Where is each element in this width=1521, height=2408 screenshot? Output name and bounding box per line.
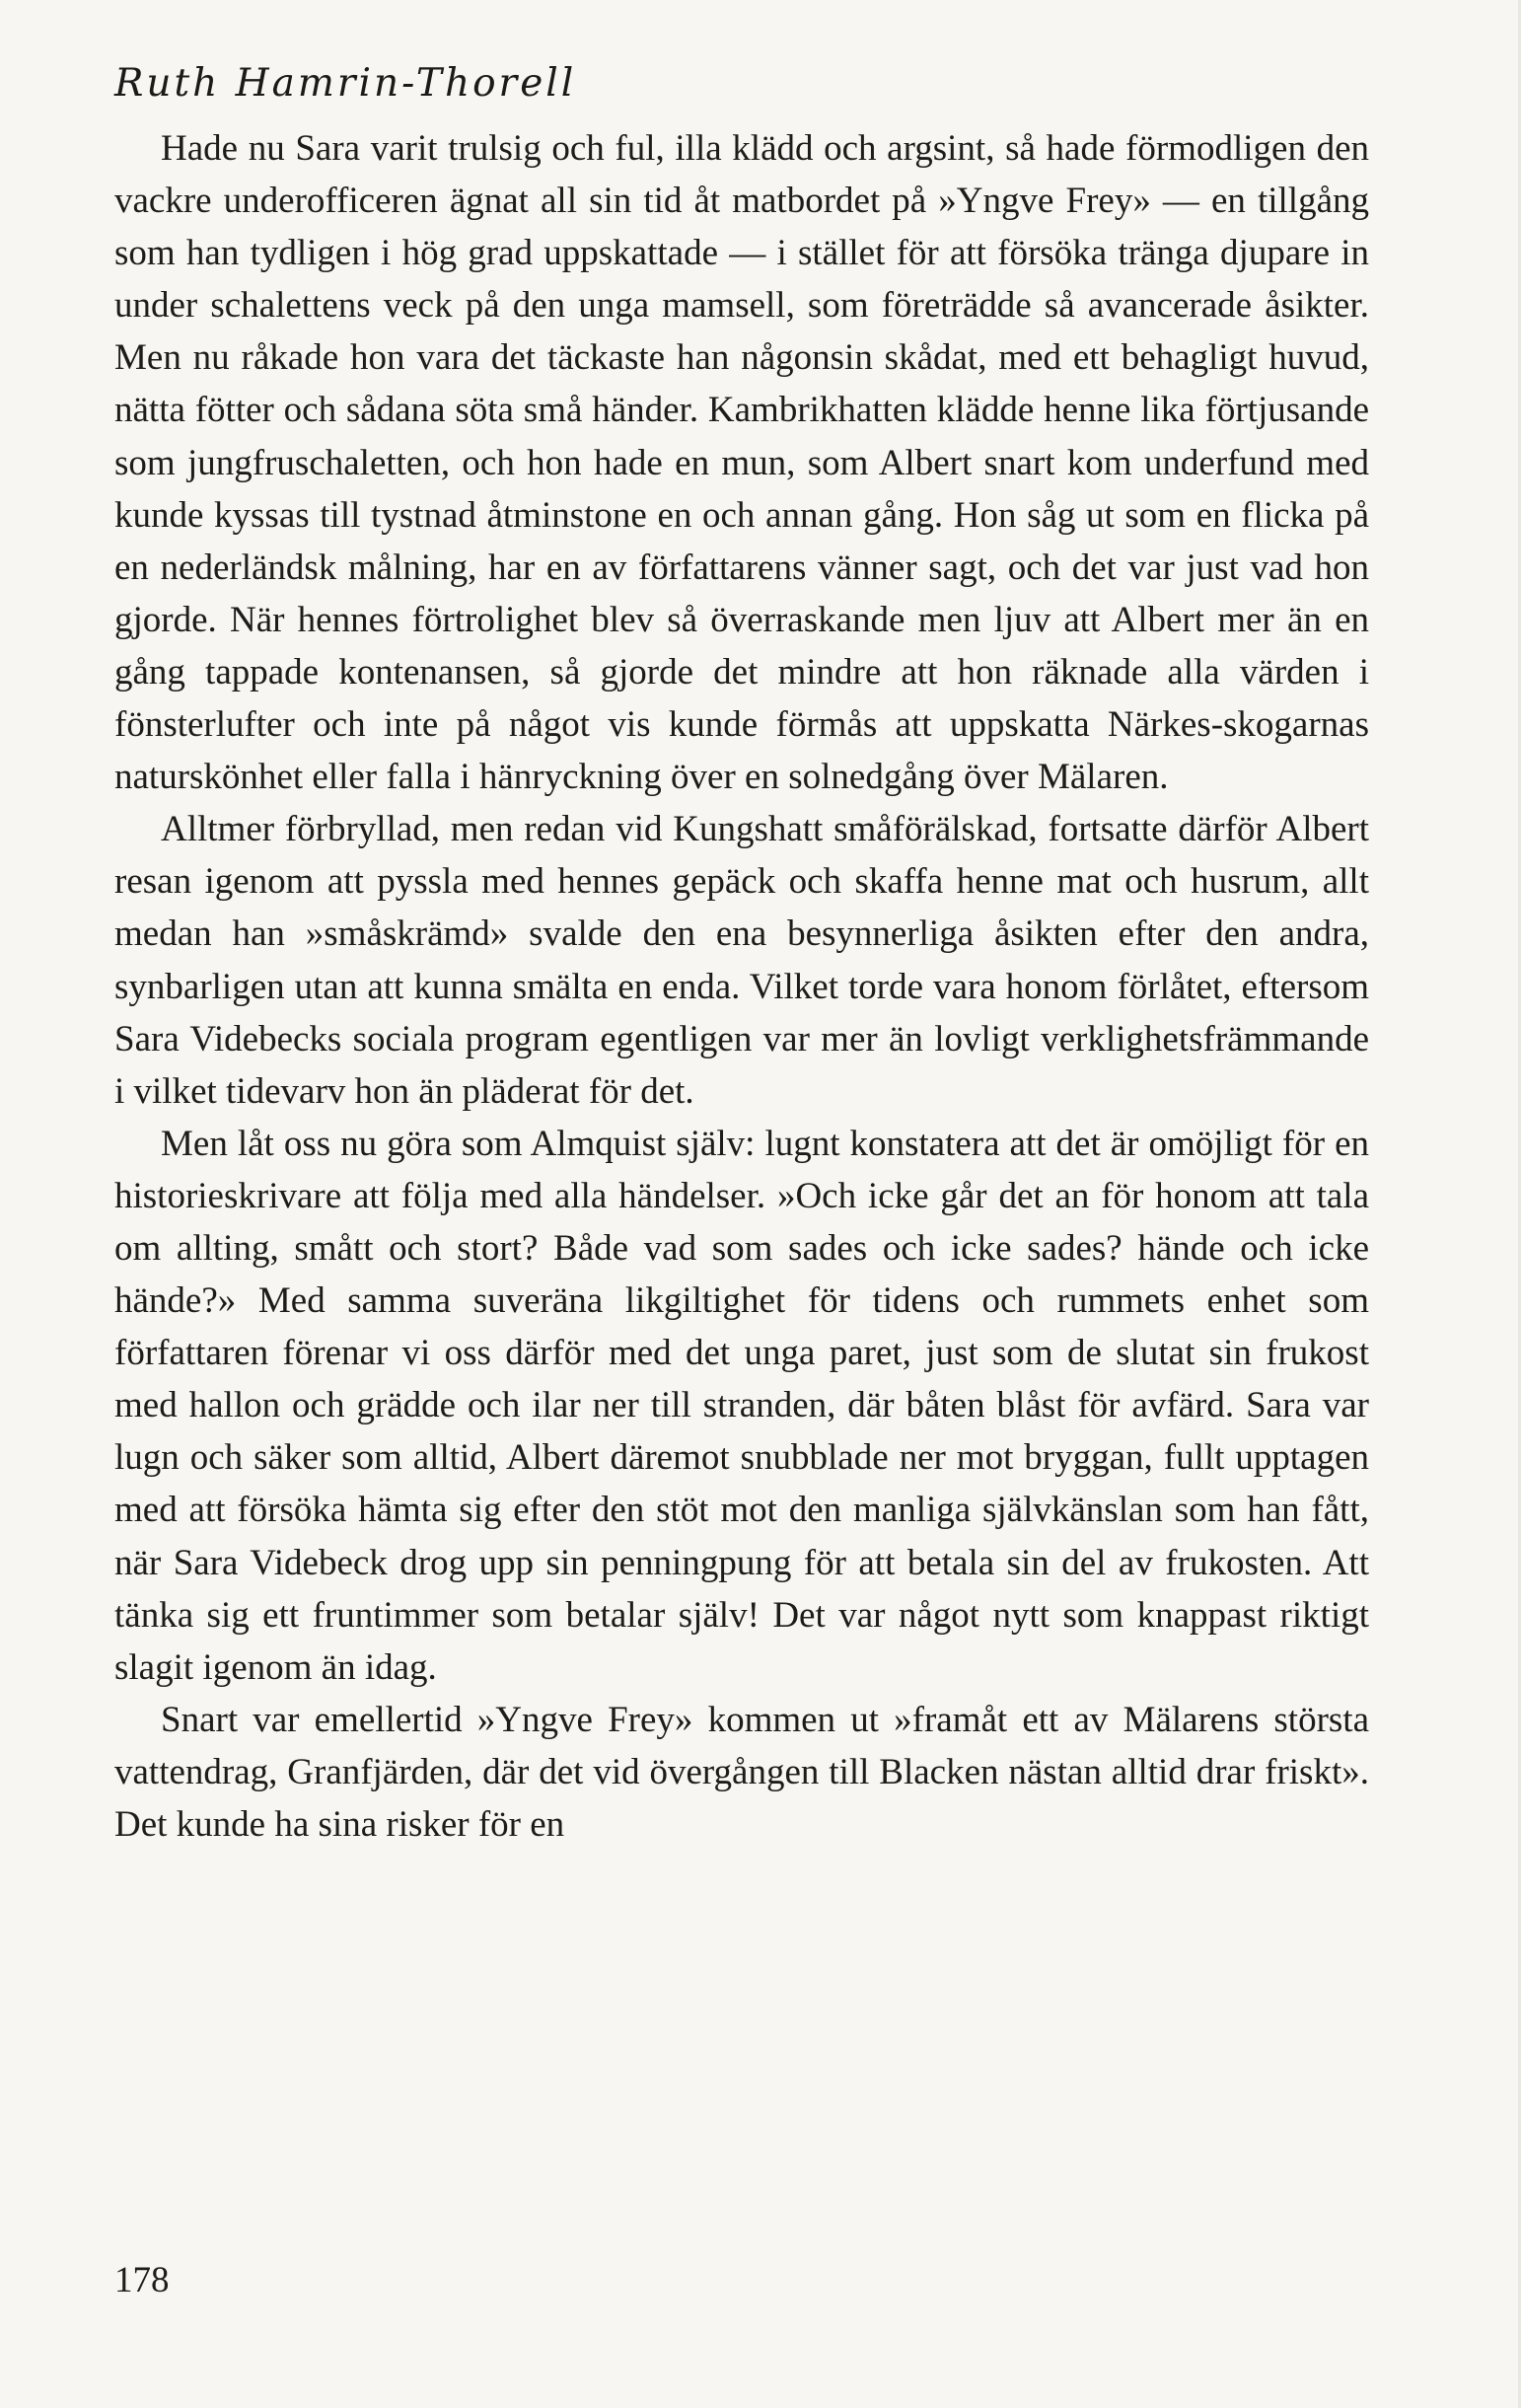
paragraph-3: Men låt oss nu göra som Almquist själv: lugnt konstatera att det är omöjligt för en historieskrivare att följa med alla händelser. »Och icke går det an för honom att tala om allting, smått och stort? Både vad som sades och icke sades? hände och icke hände?» Med samma suveräna likgiltighet för tidens och rummets enhet som författaren förenar vi oss därför med det unga paret, just som de slutat sin frukost med hallon och grädde och ilar ner till stranden, där båten blåst för avfärd. Sara var lugn och säker som alltid, Albert däremot snubblade ner mot bryggan, fullt upptagen med att försöka hämta sig efter den stöt mot den manliga självkänslan som han fått, när Sara Videbeck drog upp sin penningpung för att betala sin del av frukosten. Att tänka sig ett fruntimmer som betalar själv! Det var något nytt som knappast riktigt slagit igenom än idag. bbox=[114, 1123, 1369, 1688]
paragraph-2: Alltmer förbryllad, men redan vid Kungshatt småförälskad, fortsatte därför Albert resan igenom att pyssla med hennes gepäck och skaffa henne mat och husrum, allt medan han »småskrämd» svalde den ena besynnerliga åsikten efter den andra, synbarligen utan att kunna smälta en enda. Vilket torde vara honom förlåtet, eftersom Sara Videbecks sociala program egentligen var mer än lovligt verklighetsfrämmande i vilket tidevarv hon än pläderat för det. bbox=[114, 809, 1369, 1112]
paragraph-4: Snart var emellertid »Yngve Frey» kommen ut »framåt ett av Mälarens största vattendrag, Granfjärden, där det vid övergången till Blacken nästan alltid drar friskt». Det kunde ha sina risker för en bbox=[114, 1699, 1369, 1845]
running-head-author: Ruth Hamrin-Thorell bbox=[114, 61, 577, 106]
page-number: 178 bbox=[114, 2260, 170, 2300]
paragraph-1: Hade nu Sara varit trulsig och ful, illa klädd och argsint, så hade förmodligen den vackre underofficeren ägnat all sin tid åt matbordet på »Yngve Frey» — en tillgång som han tydligen i hög grad uppskattade — i stället för att försöka tränga djupare in under schalettens veck på den unga mamsell, som företrädde så avancerade åsikter. Men nu råkade hon vara det täckaste han någonsin skådat, med ett behagligt huvud, nätta fötter och sådana söta små händer. Kambrikhatten klädde henne lika förtjusande som jungfruschaletten, och hon hade en mun, som Albert snart kom underfund med kunde kyssas till tystnad åtminstone en och annan gång. Hon såg ut som en flicka på en nederländsk målning, har en av författarens vänner sagt, och det var just vad hon gjorde. När hennes förtrolighet blev så överraskande men ljuv att Albert mer än en gång tappade kontenansen, så gjorde det mindre att hon räknade alla värden i fönsterlufter och inte på något vis kunde förmås att uppskatta Närkes-skogarnas naturskönhet eller falla i hänryckning över en solnedgång över Mälaren. bbox=[114, 128, 1369, 798]
body-text bbox=[114, 122, 1369, 1851]
